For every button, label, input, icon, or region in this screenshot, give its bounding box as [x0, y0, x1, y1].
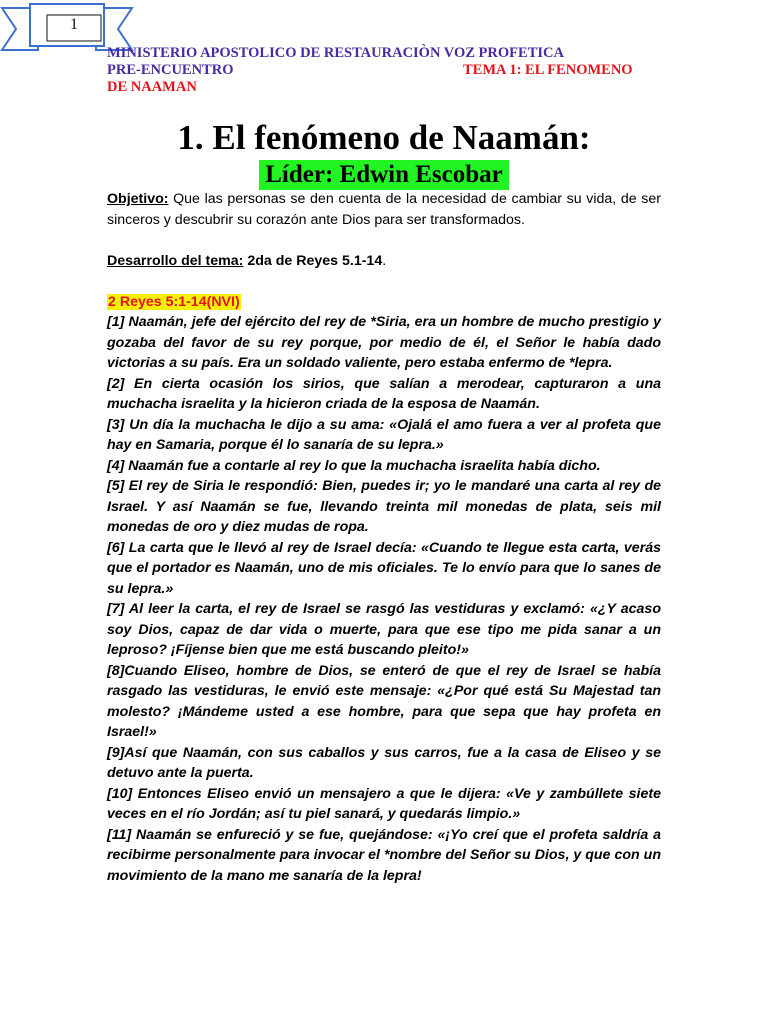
verse-4: [4] Naamán fue a contarle al rey lo que la muchacha israelita había dicho. — [107, 457, 601, 474]
verse-8: [8]Cuando Eliseo, hombre de Dios, se enteró de que el rey de Israel se había rasgado las vestiduras, le envió este mensaje: «¿Por qué está Su Majestad tan molesto? ¡Mándeme usted a ese hombre, para que sepa que hay profeta en Israel!» — [107, 662, 661, 740]
development-label: Desarrollo del tema: — [107, 252, 244, 269]
page-number: 1 — [70, 16, 78, 33]
passage-heading: 2 Reyes 5:1-14(NVI) — [108, 293, 240, 310]
passage-heading-line — [107, 292, 661, 313]
objective-paragraph — [107, 189, 661, 230]
document-body — [107, 189, 661, 886]
verse-7: [7] Al leer la carta, el rey de Israel se rasgó las vestiduras y exclamó: «¿Y acaso soy Dios, capaz de dar vida o muerte, para que ese tipo me pida sanar a un leproso? ¡Fíjense bien que me está buscando pleito!» — [107, 601, 661, 658]
leader-name: Líder: Edwin Escobar — [259, 160, 509, 190]
page-title: 1. El fenómeno de Naamán: — [177, 118, 591, 157]
verse-9: [9]Así que Naamán, con sus caballos y sus carros, fue a la casa de Eliseo y se detuvo ante la puerta. — [107, 744, 661, 781]
verse-2: [2] En cierta ocasión los sirios, que salían a merodear, capturaron a una muchacha israelita y la hicieron criada de la esposa de Naamán. — [107, 375, 661, 412]
leader-wrapper — [0, 160, 768, 190]
objective-text: Que las personas se den cuenta de la necesidad de cambiar su vida, de ser sinceros y descubrir su corazón ante Dios para ser transformados. — [107, 191, 661, 228]
pre-encounter-label: PRE-ENCUENTRO — [107, 62, 234, 78]
ministry-name: MINISTERIO APOSTOLICO DE RESTAURACIÒN VOZ PROFETICA — [107, 45, 564, 61]
spacer — [107, 230, 661, 251]
theme-label-continued: DE NAAMAN — [107, 79, 197, 95]
development-reference: 2da de Reyes 5.1-14 — [243, 252, 383, 269]
verse-10: [10] Entonces Eliseo envió un mensajero a que le dijera: «Ve y zambúllete siete veces en el río Jordán; así tu piel sanará, y quedarás limpio.» — [107, 785, 661, 822]
spacer — [107, 271, 661, 292]
objective-label: Objetivo: — [107, 191, 169, 207]
development-end: . — [382, 252, 387, 269]
verse-5: [5] El rey de Siria le respondió: Bien, puedes ir; yo le mandaré una carta al rey de Israel. Y así Naamán se fue, llevando treinta mil monedas de plata, seis mil monedas de oro y diez mudas de ropa. — [107, 478, 661, 535]
verse-1: [1] Naamán, jefe del ejército del rey de *Siria, era un hombre de mucho prestigio y gozaba del favor de su rey porque, por medio de él, el Señor le había dado victorias a su país. Era un soldado valiente, pero estaba enfermo de *lepra. — [107, 314, 661, 371]
verse-3: [3] Un día la muchacha le dijo a su ama: «Ojalá el amo fuera a ver al profeta que hay en Samaria, porque él lo sanaría de su lepra.» — [107, 416, 661, 453]
verse-6: [6] La carta que le llevó al rey de Israel decía: «Cuando te llegue esta carta, verás que el portador es Naamán, uno de mis oficiales. Te lo envío para que lo sanes de su lepra.» — [107, 539, 661, 597]
header-row-2 — [107, 62, 707, 79]
theme-label: TEMA 1: EL FENOMENO — [463, 62, 633, 78]
document-header — [107, 45, 707, 96]
verse-11: [11] Naamán se enfureció y se fue, quejándose: «¡Yo creí que el profeta saldría a recibirme personalmente para invocar el *nombre del Señor su Dios, y que con un movimiento de la mano me sanaría de la lepra! — [107, 826, 661, 884]
development-paragraph — [107, 251, 661, 272]
